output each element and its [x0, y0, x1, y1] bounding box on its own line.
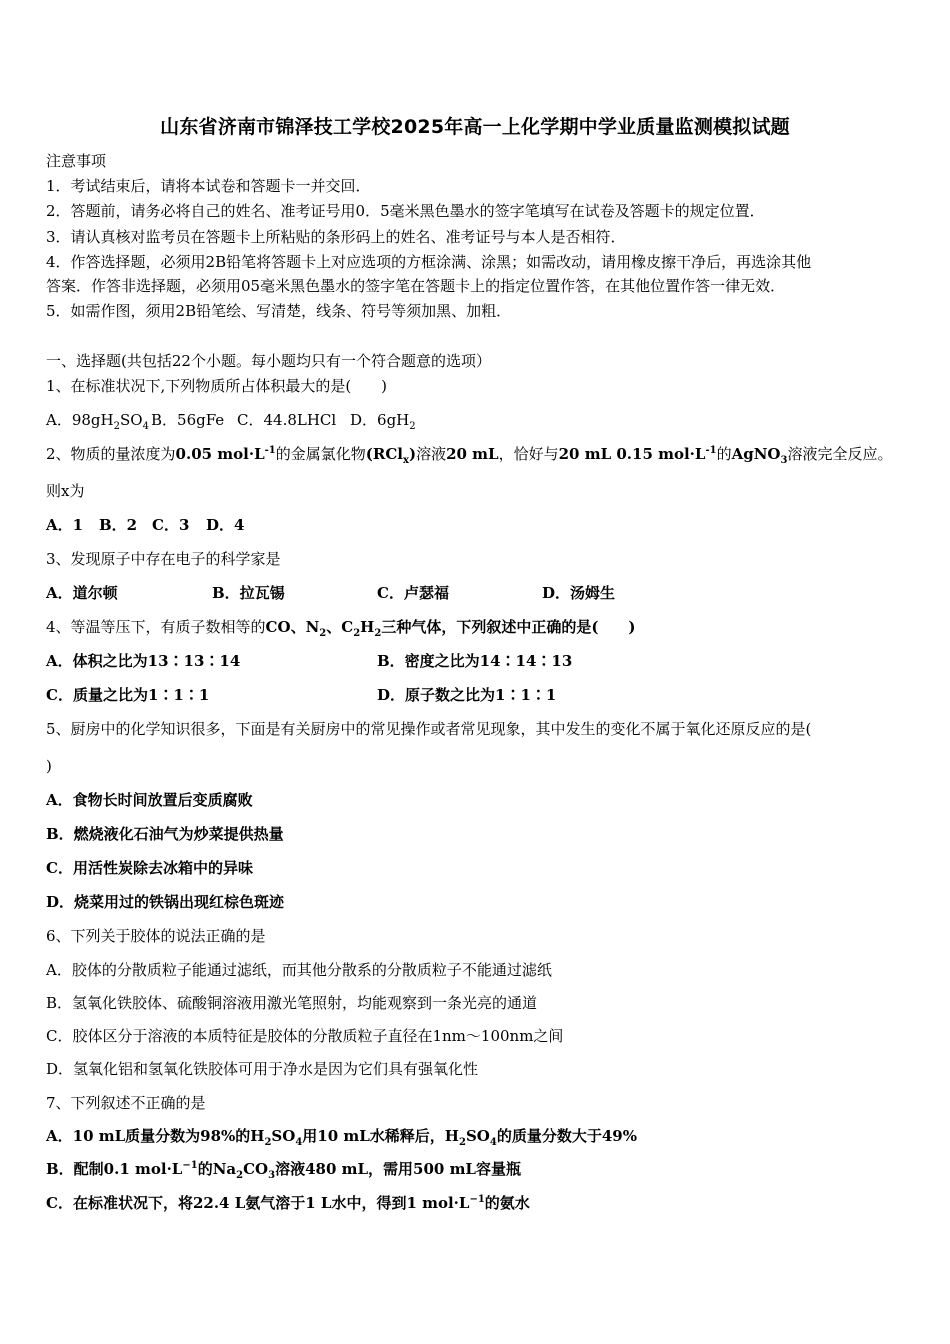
notice-item: 5．如需作图，须用2B铅笔绘、写清楚，线条、符号等须加黑、加粗． [46, 302, 512, 320]
question-3-stem: 3、发现原子中存在电子的科学家是 [46, 550, 281, 568]
q4-option-c: C．质量之比为1∶1∶1 [46, 686, 210, 704]
q3-option-a: A．道尔顿 [46, 584, 118, 602]
q5-option-c: C．用活性炭除去冰箱中的异味 [46, 859, 253, 877]
question-5-stem-cont: ) [46, 757, 52, 775]
q4-option-b: B．密度之比为14∶14∶13 [377, 652, 573, 670]
q3-option-b: B．拉瓦锡 [212, 584, 285, 602]
q3-option-c: C．卢瑟福 [377, 584, 449, 602]
q7-option-c: C．在标准状况下，将22.4 L氨气溶于1 L水中，得到1 $mol\cdot L^{-1}$的氨水 [46, 1194, 530, 1212]
q1-option-b: B．56gFe [151, 411, 225, 429]
q4-option-d: D．原子数之比为1∶1∶1 [377, 686, 557, 704]
notice-item: 3．请认真核对监考员在答题卡上所粘贴的条形码上的姓名、准考证号与本人是否相符． [46, 228, 626, 246]
q1-option-a: A．$98gH_2SO_4$ [46, 411, 149, 432]
question-4-stem: 4、等温等压下，有质子数相等的CO、$N_2$、$C_2H_2$三种气体，下列叙述中正确的是( ) [46, 618, 636, 639]
page-title: 山东省济南市锦泽技工学校2025年高一上化学期中学业质量监测模拟试题 [160, 116, 790, 138]
question-7-stem: 7、下列叙述不正确的是 [46, 1094, 206, 1112]
notice-item: 4．作答选择题，必须用2B铅笔将答题卡上对应选项的方框涂满、涂黑；如需改动，请用橡皮擦干净后，再选涂其他 [46, 253, 812, 271]
q3-option-d: D．汤姆生 [542, 584, 616, 602]
q1-option-d: D．$6gH_2$ [350, 411, 416, 432]
q5-option-b: B．燃烧液化石油气为炒菜提供热量 [46, 825, 284, 843]
q2-option-c: C．3 [152, 516, 190, 534]
q5-option-d: D．烧菜用过的铁锅出现红棕色斑迹 [46, 893, 285, 911]
q7-option-a: A．10 mL质量分数为98%的$H_2SO_4$用10 mL水稀释后，$H_2SO_4$的质量分数大于49% [46, 1127, 637, 1148]
q2-option-b: B．2 [99, 516, 138, 534]
q6-option-b: B．氢氧化铁胶体、硫酸铜溶液用激光笔照射，均能观察到一条光亮的通道 [46, 994, 538, 1012]
q6-option-d: D．氢氧化铝和氢氧化铁胶体可用于净水是因为它们具有强氧化性 [46, 1060, 479, 1078]
q6-option-a: A．胶体的分散质粒子能通过滤纸，而其他分散系的分散质粒子不能通过滤纸 [46, 961, 552, 979]
q1-option-c: C．44.8LHCl [237, 411, 337, 429]
q2-option-d: D．4 [206, 516, 245, 534]
q5-option-a: A．食物长时间放置后变质腐败 [46, 791, 253, 809]
question-2-stem: 2、物质的量浓度为0.05 $mol\cdot L^{-1}$的金属氯化物(RCl$_x$)溶液20 mL，恰好与20 mL 0.15 $mol\cdot L^{-1}$的AgNO$_3$溶液完全反应。 [46, 445, 893, 466]
q2-option-a: A．1 [46, 516, 84, 534]
q7-option-b: B．配制0.1 $mol\cdot L^{-1}$的$Na_2CO_3$溶液480 mL，需用500 mL容量瓶 [46, 1160, 521, 1181]
question-5-stem: 5、厨房中的化学知识很多，下面是有关厨房中的常见操作或者常见现象，其中发生的变化不属于氧化还原反应的是( [46, 720, 812, 738]
notice-item: 1．考试结束后，请将本试卷和答题卡一并交回． [46, 177, 371, 195]
question-6-stem: 6、下列关于胶体的说法正确的是 [46, 927, 266, 945]
q4-option-a: A．体积之比为13∶13∶14 [46, 652, 241, 670]
notice-item: 2．答题前，请务必将自己的姓名、准考证号用0．5毫米黑色墨水的签字笔填写在试卷及答题卡的规定位置． [46, 202, 765, 220]
notice-item: 答案．作答非选择题，必须用05毫米黑色墨水的签字笔在答题卡上的指定位置作答，在其他位置作答一律无效． [46, 277, 786, 295]
notice-heading: 注意事项 [46, 152, 107, 170]
question-1-stem: 1、在标准状况下,下列物质所占体积最大的是( ) [46, 377, 388, 395]
question-2-stem-cont: 则x为 [46, 482, 85, 500]
q6-option-c: C．胶体区分于溶液的本质特征是胶体的分散质粒子直径在1nm～100nm之间 [46, 1027, 564, 1045]
section-heading: 一、选择题(共包括22个小题。每小题均只有一个符合题意的选项） [46, 352, 491, 370]
